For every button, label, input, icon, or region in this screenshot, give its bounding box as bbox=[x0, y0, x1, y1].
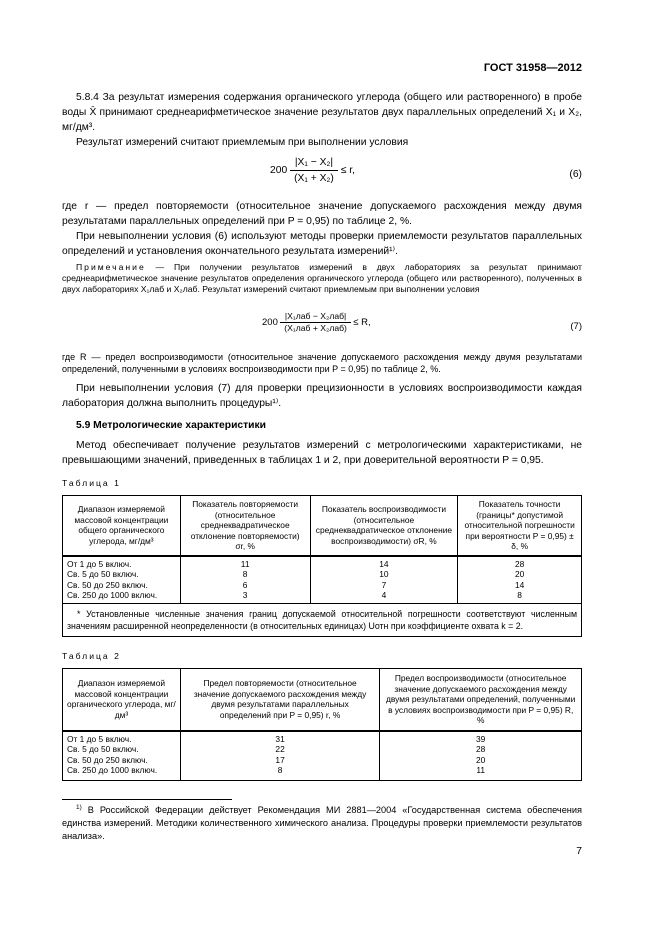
table2-cell: 39 bbox=[476, 733, 486, 744]
table-1 bbox=[62, 495, 582, 637]
table1-cell: 14 bbox=[379, 558, 389, 569]
table2-cell: 17 bbox=[275, 754, 285, 765]
table1-footnote: * Установленные численные значения границ допускаемой относительной погрешности соответствуют численным значениям расширенной неопределенности (в относительных единицах) Uотн при коэффициенте охвата k = 2. bbox=[67, 608, 577, 631]
paragraph-nonfulfil-6: При невыполнении условия (6) используют методы проверки приемлемости результатов параллельных определений и установления окончательного результата измерений¹⁾. bbox=[62, 231, 582, 257]
section-59-title: 5.9 Метрологические характеристики bbox=[76, 420, 266, 431]
table-row bbox=[63, 556, 582, 570]
formula-7 bbox=[262, 311, 442, 334]
table1-header: Показатель повторяемости (относительное среднеквадратическое отклонение повторяемости) σr, % bbox=[180, 496, 310, 556]
table1-cell: 3 bbox=[242, 590, 248, 600]
table2-cell: 11 bbox=[476, 765, 486, 775]
footnote-mark: 1) bbox=[76, 803, 82, 811]
table2-cell: Св. 5 до 50 включ. bbox=[67, 744, 139, 754]
table-2 bbox=[62, 668, 582, 781]
table-row bbox=[63, 765, 582, 780]
table1-cell: 14 bbox=[514, 579, 525, 590]
table2-header: Диапазон измеряемой массовой концентрации органического углерода, мг/дм³ bbox=[63, 669, 181, 731]
formula-7-numerator: |X₁лаб − X₂лаб| bbox=[280, 311, 351, 323]
table1-cell: 11 bbox=[240, 558, 250, 569]
table2-cell: 20 bbox=[476, 754, 486, 765]
formula-7-rhs: ≤ R, bbox=[353, 317, 371, 328]
table-row bbox=[63, 731, 582, 745]
formula-7-coef: 200 bbox=[262, 317, 278, 328]
table2-cell: Св. 50 до 250 включ. bbox=[67, 754, 148, 765]
table-row bbox=[63, 590, 582, 603]
footnote-text: В Российской Федерации действует Рекомендация МИ 2881—2004 «Государственная система обеспечения единства измерений. Методики количественного химического анализа. Процедуры проверки приемлемости результатов анализа». bbox=[62, 805, 582, 841]
note-label: Примечание bbox=[76, 262, 146, 272]
table2-caption: Таблица 2 bbox=[62, 651, 121, 661]
table1-header: Показатель точности (границы* допустимой относительной погрешности при вероятности P = 0,95) ± δ, % bbox=[458, 496, 582, 556]
table1-cell: 4 bbox=[381, 590, 387, 600]
paragraph-584: 5.8.4 За результат измерения содержания органического углерода (общего или растворенного) в пробе воды X̄ принимают среднеарифметическое значение результатов двух параллельных определений X₁ и X₂, мг/дм³. bbox=[62, 92, 582, 133]
paragraph-acceptance: Результат измерений считают приемлемым при выполнении условия bbox=[76, 137, 409, 148]
table1-cell: 8 bbox=[242, 569, 248, 579]
table1-cell: Св. 5 до 50 включ. bbox=[67, 569, 139, 579]
note bbox=[62, 262, 582, 295]
formula-6-denominator: (X₁ + X₂) bbox=[294, 173, 334, 184]
table-row bbox=[63, 755, 582, 766]
table2-header: Предел воспроизводимости (относительное значение допускаемого расхождения между двумя результатами определений, полученными в условиях воспроизводимости при P = 0,95) R, % bbox=[380, 669, 582, 731]
standard-header: ГОСТ 31958—2012 bbox=[483, 62, 582, 74]
paragraph-where-R: где R — предел воспроизводимости (относительное значение допускаемого расхождения между двумя результатами определений, полученными в условиях воспроизводимости при P = 0,95) по таблице 2, %. bbox=[62, 352, 582, 374]
table-row bbox=[63, 580, 582, 591]
table1-cell: 20 bbox=[514, 569, 525, 579]
page-number: 7 bbox=[576, 846, 582, 857]
table1-cell: 28 bbox=[514, 558, 525, 569]
table2-cell: 31 bbox=[275, 733, 285, 744]
table1-cell: 8 bbox=[517, 590, 522, 600]
formula-6-number: (6) bbox=[569, 169, 582, 180]
table2-cell: От 1 до 5 включ. bbox=[67, 733, 132, 744]
table2-cell: 28 bbox=[476, 744, 486, 754]
footnote bbox=[62, 804, 582, 843]
footnote-rule bbox=[62, 799, 232, 800]
table1-caption: Таблица 1 bbox=[62, 478, 121, 488]
formula-6-numerator: |X₁ − X₂| bbox=[290, 155, 338, 171]
formula-6-fraction bbox=[290, 155, 338, 186]
table1-cell: Св. 250 до 1000 включ. bbox=[67, 590, 158, 600]
table-row bbox=[63, 744, 582, 755]
table1-header: Показатель воспроизводимости (относительное среднеквадратическое отклонение воспроизводимости) σR, % bbox=[310, 496, 458, 556]
table-row bbox=[63, 569, 582, 580]
table1-cell: От 1 до 5 включ. bbox=[67, 558, 132, 569]
formula-7-denominator: (X₁лаб + X₂лаб) bbox=[284, 323, 347, 333]
paragraph-59: Метод обеспечивает получение результатов измерений с метрологическими характеристиками, не превышающими значений, приведенных в таблицах 1 и 2, при доверительной вероятности P = 0,95. bbox=[62, 440, 582, 466]
formula-7-number: (7) bbox=[570, 321, 582, 332]
formula-7-fraction bbox=[280, 311, 351, 334]
table1-cell: Св. 50 до 250 включ. bbox=[67, 579, 148, 590]
paragraph-where-r: где r — предел повторяемости (относительное значение допускаемого расхождения между двумя результатами параллельных определений при P = 0,95) по таблице 2, %. bbox=[62, 201, 582, 227]
formula-6-rhs: ≤ r, bbox=[340, 165, 355, 176]
formula-6-coef: 200 bbox=[270, 165, 288, 176]
table1-header: Диапазон измеряемой массовой концентрации общего органического углерода, мг/дм³ bbox=[63, 496, 181, 556]
table2-cell: 8 bbox=[277, 765, 283, 775]
table2-cell: 22 bbox=[275, 744, 285, 754]
table2-header: Предел повторяемости (относительное значение допускаемого расхождения между двумя результатами параллельных определений при P = 0,95) r, % bbox=[180, 669, 380, 731]
table1-cell: 7 bbox=[381, 579, 387, 590]
table2-cell: Св. 250 до 1000 включ. bbox=[67, 765, 158, 775]
note-text: — При получении результатов измерений в двух лабораториях за результат принимают среднеарифметическое значение результатов определения органического углерода (общего или растворенного), полученных в двух лабораториях X₁лаб и X₂лаб. Результат измерений считают приемлемым при выполнении условия bbox=[62, 262, 582, 294]
formula-6 bbox=[270, 155, 430, 186]
table1-cell: 10 bbox=[379, 569, 389, 579]
paragraph-nonfulfil-7: При невыполнении условия (7) для проверки прецизионности в условиях воспроизводимости каждая лаборатория должна выполнить процедуры¹⁾. bbox=[62, 383, 582, 409]
table1-cell: 6 bbox=[242, 579, 248, 590]
